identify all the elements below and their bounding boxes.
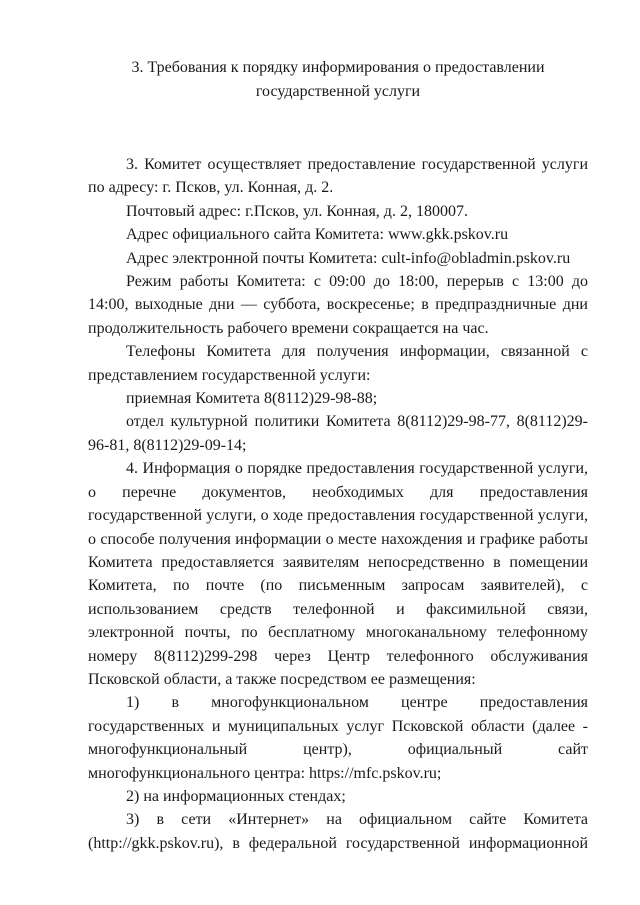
paragraph-working-hours: Режим работы Комитета: с 09:00 до 18:00, перерыв с 13:00 до 14:00, выходные дни — суббота, воскресенье; в предпраздничные дни продолжительность рабочего времени сокращается на час. bbox=[88, 273, 588, 337]
paragraph-website: Адрес официального сайта Комитета: www.gkk.pskov.ru bbox=[126, 226, 509, 244]
section-heading-line-1: 3. Требования к порядку информирования о предоставлении bbox=[131, 59, 545, 76]
paragraph-information-procedure: 4. Информация о порядке предоставления государственной услуги, о перечне документов, необходимых для предоставления государственной услуги, о ходе предоставления государственной услуги, о способе получения информации о месте нахождения и графике работы Комитета предоставляется заявителям непосредственно в помещении Комитета, по почте (по письменным запросам заявителей), с использованием средств телефонной и факсимильной связи, электронной почты, по бесплатному многоканальному телефонному номеру 8(8112)299-298 через Центр телефонного обслуживания Псковской области, а также посредством ее размещения: bbox=[88, 460, 588, 688]
section-heading bbox=[88, 56, 588, 103]
section-heading-line-2: государственной услуги bbox=[255, 82, 421, 100]
paragraph-phones-intro: Телефоны Комитета для получения информации, связанной с представлением государственной услуги: bbox=[88, 343, 588, 384]
paragraph-postal-address: Почтовый адрес: г.Псков, ул. Конная, д. 2, 180007. bbox=[126, 202, 468, 220]
paragraph-email: Адрес электронной почты Комитета: cult-info@obladmin.pskov.ru bbox=[126, 249, 571, 267]
paragraph-reception-phone: приемная Комитета 8(8112)29-98-88; bbox=[126, 390, 378, 408]
paragraph-department-phones: отдел культурной политики Комитета 8(8112)29-98-77, 8(8112)29-96-81, 8(8112)29-09-14; bbox=[88, 413, 588, 454]
list-item-stands: 2) на информационных стендах; bbox=[126, 787, 346, 805]
list-item-mfc: 1) в многофункциональном центре предоставления государственных и муниципальных услуг Псковской области (далее - многофункциональный центр), официальный сайт многофункционального центра: https://mfc.pskov.ru; bbox=[88, 694, 588, 782]
list-item-internet: 3) в сети «Интернет» на официальном сайте Комитета (http://gkk.pskov.ru), в федеральной государственной информационной bbox=[88, 811, 588, 852]
paragraph-service-address: 3. Комитет осуществляет предоставление государственной услуги по адресу: г. Псков, ул. Конная, д. 2. bbox=[88, 156, 588, 197]
